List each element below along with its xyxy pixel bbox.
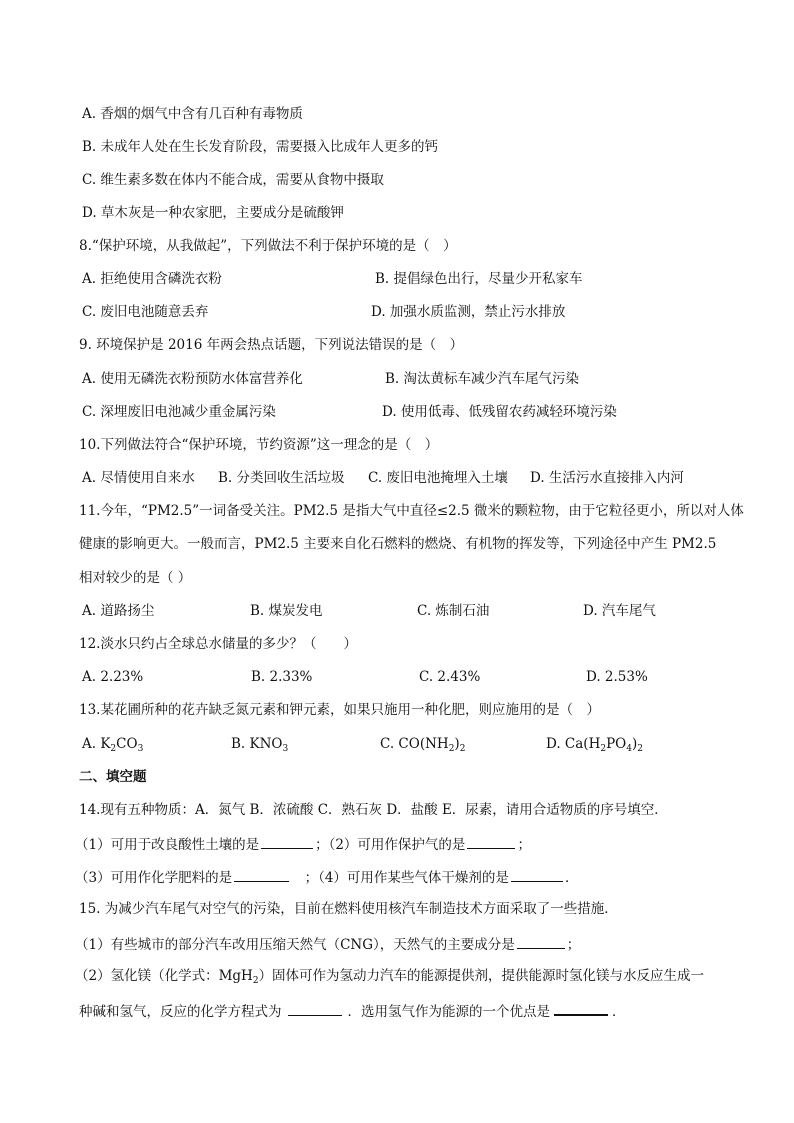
- q8-stem: 8.“保护环境，从我做起”，下列做法不利于保护环境的是（ ）: [79, 238, 457, 254]
- q11-option-a: A. 道路扬尘: [82, 603, 155, 619]
- q7-option-b: B. 未成年人处在生长发育阶段，需要摄入比成年人更多的钙: [82, 139, 439, 155]
- q12-option-a: A. 2.23%: [82, 669, 144, 685]
- q13-option-c: C. $CO(NH_2)_2$: [380, 736, 466, 754]
- q7-option-a: A. 香烟的烟气中含有几百种有毒物质: [82, 106, 303, 122]
- q12-option-b: B. 2.33%: [251, 669, 313, 685]
- q11-stem-line3: 相对较少的是（ ）: [79, 570, 192, 586]
- q9-stem: 9. 环境保护是 2016 年两会热点话题，下列说法错误的是（ ）: [79, 337, 464, 353]
- q13-option-d: D. $Ca(H_2PO_4)_2$: [546, 736, 643, 754]
- q11-option-d: D. 汽车尾气: [583, 603, 656, 619]
- q11-stem-line1: 11.今年，“PM2.5”一词备受关注。PM2.5 是指大气中直径≤2.5 微米的颗粒物，由于它粒径更小，所以对人体: [79, 503, 744, 519]
- q9-option-d: D. 使用低毒、低残留农药减轻环境污染: [382, 404, 617, 420]
- q12-stem: 12.淡水只约占全球总水储量的多少？（ ）: [79, 636, 357, 652]
- q14-parts-3-4: （3）可用作化学肥料的是 ；（4）可用作某些气体干燥剂的是 ．: [75, 867, 578, 887]
- q11-option-c: C. 炼制石油: [417, 603, 490, 619]
- q10-option-a: A. 尽情使用自来水: [82, 470, 195, 486]
- q13-option-a: A. $K_2CO_3$: [82, 736, 144, 754]
- q8-option-c: C. 废旧电池随意丢弃: [82, 304, 209, 320]
- q10-option-d: D. 生活污水直接排入内河: [530, 470, 684, 486]
- q14-answer-blank-1[interactable]: [261, 834, 313, 849]
- q8-option-a: A. 拒绝使用含磷洗衣粉: [82, 271, 222, 287]
- q15-answer-blank-3[interactable]: [554, 1000, 608, 1016]
- q15-stem: 15. 为减少汽车尾气对空气的污染，目前在燃料使用核汽车制造技术方面采取了一些措施．: [79, 901, 618, 917]
- q15-part-2-line2: 种碱和氢气，反应的化学方程式为 ．选用氢气作为能源的一个优点是 ．: [79, 1000, 626, 1021]
- q10-option-c: C. 废旧电池掩埋入土壤: [368, 470, 508, 486]
- q11-stem-line2: 健康的影响更大。一般而言，PM2.5 主要来自化石燃料的燃烧、有机物的挥发等，下列途径中产生 PM2.5: [79, 536, 717, 552]
- q14-answer-blank-2[interactable]: [467, 834, 515, 849]
- q8-option-d: D. 加强水质监测，禁止污水排放: [371, 304, 566, 320]
- q14-parts-1-2: （1）可用于改良酸性土壤的是 ；（2）可用作保护气的是 ；: [75, 834, 531, 854]
- q12-option-d: D. 2.53%: [586, 669, 648, 685]
- q14-answer-blank-4[interactable]: [511, 867, 563, 882]
- q7-option-d: D. 草木灰是一种农家肥，主要成分是硫酸钾: [82, 205, 344, 221]
- q15-answer-blank-1[interactable]: [517, 934, 565, 949]
- q14-answer-blank-3[interactable]: [234, 867, 289, 882]
- q9-option-b: B. 淘汰黄标车减少汽车尾气污染: [385, 371, 580, 387]
- section-heading-fill-in: 二、填空题: [79, 769, 147, 785]
- q9-option-a: A. 使用无磷洗衣粉预防水体富营养化: [82, 371, 303, 387]
- q10-stem: 10.下列做法符合“保护环境，节约资源”这一理念的是（ ）: [79, 437, 439, 453]
- q15-answer-blank-2[interactable]: [288, 1001, 342, 1016]
- q8-option-b: B. 提倡绿色出行，尽量少开私家车: [375, 271, 583, 287]
- q15-part-2-line1: （2）氢化镁（化学式：MgH$_2$）固体可作为氢动力汽车的能源提供剂，提供能源时氢化镁与水反应生成一: [75, 968, 705, 986]
- q9-option-c: C. 深埋废旧电池减少重金属污染: [82, 404, 276, 420]
- q7-option-c: C. 维生素多数在体内不能合成，需要从食物中摄取: [82, 172, 384, 188]
- q12-option-c: C. 2.43%: [419, 669, 481, 685]
- q10-option-b: B. 分类回收生活垃圾: [218, 470, 345, 486]
- q13-option-b: B. $KNO_3$: [231, 736, 289, 754]
- q15-part-1: （1）有些城市的部分汽车改用压缩天然气（CNG），天然气的主要成分是 ；: [75, 934, 580, 954]
- q14-stem: 14.现有五种物质：A．氮气 B．浓硫酸 C．熟石灰 D．盐酸 E．尿素，请用合适物质的序号填空．: [79, 802, 668, 818]
- q11-option-b: B. 煤炭发电: [250, 603, 323, 619]
- q13-stem: 13.某花圃所种的花卉缺乏氮元素和钾元素，如果只施用一种化肥，则应施用的是（ ）: [79, 702, 600, 718]
